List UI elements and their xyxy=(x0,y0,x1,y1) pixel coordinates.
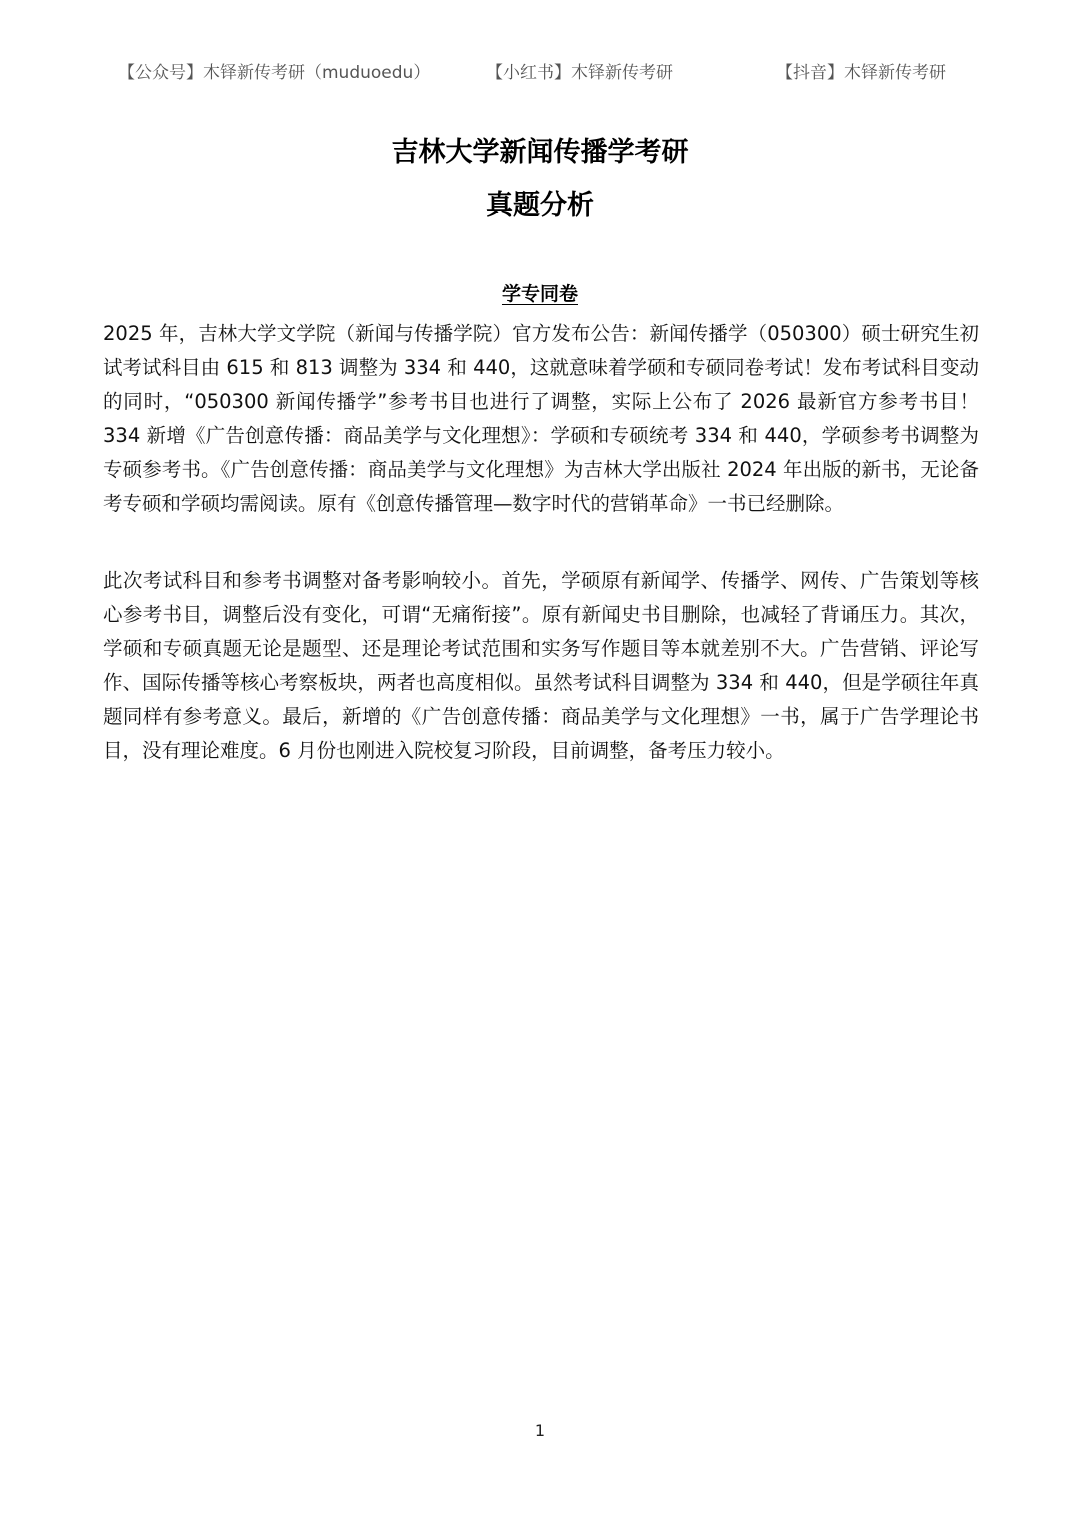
page-number: 1 xyxy=(534,1421,546,1440)
document-subtitle: 真题分析 xyxy=(486,190,594,221)
header-douyin-account: 【抖音】木铎新传考研 xyxy=(776,63,946,83)
header-xiaohongshu-account: 【小红书】木铎新传考研 xyxy=(486,63,673,83)
header-wechat-account: 【公众号】木铎新传考研（muduoedu） xyxy=(118,63,431,83)
body-paragraph: 此次考试科目和参考书调整对备考影响较小。首先，学硕原有新闻学、传播学、网传、广告策划等核心参考书目，调整后没有变化，可谓“无痛衔接”。原有新闻史书目删除，也减轻了背诵压力。其次，学硕和专硕真题无论是题型、还是理论考试范围和实务写作题目等本就差别不大。广告营销、评论写作、国际传播等核心考察板块，两者也高度相似。虽然考试科目调整为 334 和 440，但是学硕往年真题同样有参考意义。最后，新增的《广告创意传播：商品美学与文化理想》一书，属于广告学理论书目，没有理论难度。6 月份也刚进入院校复习阶段，目前调整，备考压力较小。 xyxy=(103,569,979,762)
document-title: 吉林大学新闻传播学考研 xyxy=(391,137,689,168)
body-paragraph: 2025 年，吉林大学文学院（新闻与传播学院）官方发布公告：新闻传播学（050300）硕士研究生初试考试科目由 615 和 813 调整为 334 和 440，这就意味着学硕和专硕同卷考试！发布考试科目变动的同时，“050300 新闻传播学”参考书目也进行了调整，实际上公布了 2026 最新官方参考书目！334 新增《广告创意传播：商品美学与文化理想》：学硕和专硕统考 334 和 440，学硕参考书调整为专硕参考书。《广告创意传播：商品美学与文化理想》为吉林大学出版社 2024 年出版的新书，无论备考专硕和学硕均需阅读。原有《创意传播管理—数字时代的营销革命》一书已经删除。 xyxy=(103,322,979,515)
section-heading: 学专同卷 xyxy=(501,283,578,305)
page-header xyxy=(0,58,1080,84)
